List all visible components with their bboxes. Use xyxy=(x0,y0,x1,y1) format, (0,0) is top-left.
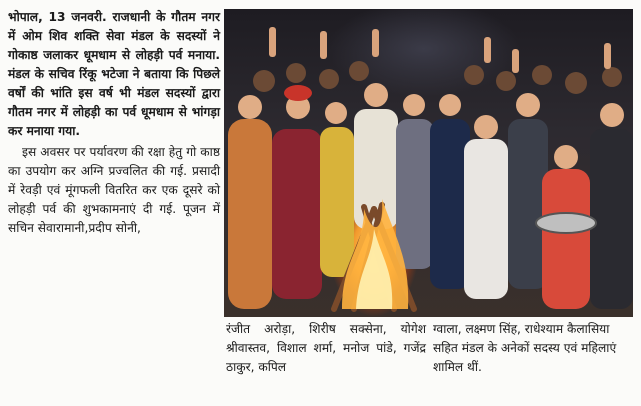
article-names-continued: रंजीत अरोड़ा, शिरीष सक्सेना, योगेश श्रीवास्तव, विशाल शर्मा, मनोज पांडे, गजेंद्र ठाकुर, कपिल xyxy=(226,322,426,374)
article-column-right xyxy=(433,320,633,377)
crowd-bonfire-illustration xyxy=(224,9,633,317)
article-lead-paragraph: भोपाल, 13 जनवरी. राजधानी के गौतम नगर में ओम शिव शक्ति सेवा मंडल के सदस्यों ने गोकाष्ठ जलाकर धूमधाम से लोहड़ी पर्व मनाया. मंडल के सचिव रिंकू भटेजा ने बताया कि पिछले वर्षों की भांति इस वर्ष भी मंडल सदस्यों द्वारा गौतम नगर में लोहड़ी का पर्व धूमधाम से भांगड़ा कर मनाया गया. xyxy=(8,10,220,138)
news-photo xyxy=(224,9,633,317)
article-column-middle xyxy=(226,320,426,377)
article-column-left xyxy=(8,8,220,238)
article-closing-text: ग्वाला, लक्ष्मण सिंह, राधेश्याम कैलासिया सहित मंडल के अनेकों सदस्य एवं महिलाएं शामिल थीं. xyxy=(433,322,617,374)
article-second-paragraph: इस अवसर पर पर्यावरण की रक्षा हेतु गो काष्ठ का उपयोग कर अग्नि प्रज्वलित की गई. प्रसादी में रेवड़ी एवं मूंगफली वितरित कर एक दूसरे को लोहड़ी पर्व की शुभकामनाएं दी गई. पूजन में सचिन सेवारामानी,प्रदीप सोनी, xyxy=(8,145,220,235)
